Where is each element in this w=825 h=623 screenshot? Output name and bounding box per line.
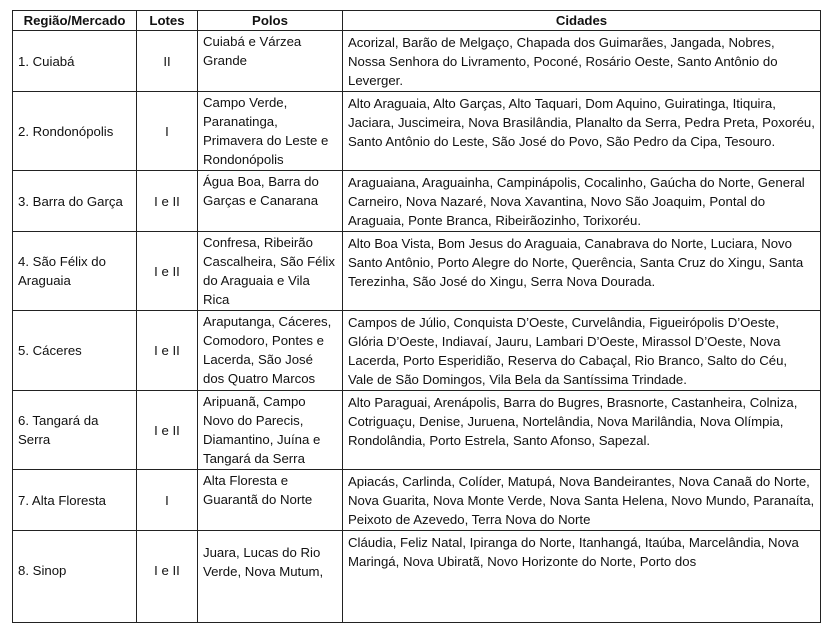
header-lotes: Lotes bbox=[137, 11, 198, 31]
cell-lotes: I e II bbox=[137, 531, 198, 623]
regions-table bbox=[12, 10, 821, 623]
cell-regiao: 6. Tangará da Serra bbox=[13, 391, 137, 470]
table-row bbox=[13, 232, 821, 311]
cell-polos: Cuiabá e Várzea Grande bbox=[198, 31, 343, 92]
cell-polos: Alta Floresta e Guarantã do Norte bbox=[198, 470, 343, 531]
cell-regiao: 5. Cáceres bbox=[13, 311, 137, 391]
cell-cidades: Apiacás, Carlinda, Colíder, Matupá, Nova Bandeirantes, Nova Canaã do Norte, Nova Guarita, Nova Monte Verde, Nova Santa Helena, Novo Mundo, Paranaíta, Peixoto de Azevedo, Terra Nova do Norte bbox=[343, 470, 821, 531]
cell-polos: Juara, Lucas do Rio Verde, Nova Mutum, bbox=[198, 531, 343, 623]
cell-polos: Aripuanã, Campo Novo do Parecis, Diamantino, Juína e Tangará da Serra bbox=[198, 391, 343, 470]
cell-cidades: Araguaiana, Araguainha, Campinápolis, Cocalinho, Gaúcha do Norte, General Carneiro, Nova Nazaré, Nova Xavantina, Novo São Joaquim, Pontal do Araguaia, Ponte Branca, Ribeirãozinho, Torixoréu. bbox=[343, 171, 821, 232]
table-row bbox=[13, 92, 821, 171]
cell-regiao: 7. Alta Floresta bbox=[13, 470, 137, 531]
table-row bbox=[13, 31, 821, 92]
cell-lotes: I e II bbox=[137, 232, 198, 311]
cell-regiao: 4. São Félix do Araguaia bbox=[13, 232, 137, 311]
cell-cidades: Alto Araguaia, Alto Garças, Alto Taquari, Dom Aquino, Guiratinga, Itiquira, Jaciara, Juscimeira, Nova Brasilândia, Planalto da Serra, Pedra Preta, Poxoréu, Santo Antônio do Leste, São José do Povo, São Pedro da Cipa, Tesouro. bbox=[343, 92, 821, 171]
table-header-row bbox=[13, 11, 821, 31]
table-row bbox=[13, 311, 821, 391]
cell-lotes: I e II bbox=[137, 391, 198, 470]
cell-lotes: I bbox=[137, 470, 198, 531]
cell-lotes: I e II bbox=[137, 311, 198, 391]
cell-polos: Araputanga, Cáceres, Comodoro, Pontes e Lacerda, São José dos Quatro Marcos bbox=[198, 311, 343, 391]
cell-regiao: 3. Barra do Garça bbox=[13, 171, 137, 232]
table-row bbox=[13, 171, 821, 232]
cell-cidades: Alto Boa Vista, Bom Jesus do Araguaia, Canabrava do Norte, Luciara, Novo Santo Antônio, Porto Alegre do Norte, Querência, Santa Cruz do Xingu, Santa Terezinha, São José do Xingu, Serra Nova Dourada. bbox=[343, 232, 821, 311]
cell-regiao: 2. Rondonópolis bbox=[13, 92, 137, 171]
table-row bbox=[13, 531, 821, 623]
cell-polos: Confresa, Ribeirão Cascalheira, São Félix do Araguaia e Vila Rica bbox=[198, 232, 343, 311]
header-polos: Polos bbox=[198, 11, 343, 31]
cell-polos: Água Boa, Barra do Garças e Canarana bbox=[198, 171, 343, 232]
header-cidades: Cidades bbox=[343, 11, 821, 31]
table-row bbox=[13, 470, 821, 531]
cell-cidades: Cláudia, Feliz Natal, Ipiranga do Norte, Itanhangá, Itaúba, Marcelândia, Nova Maringá, Nova Ubiratã, Novo Horizonte do Norte, Porto dos bbox=[343, 531, 821, 623]
cell-cidades: Alto Paraguai, Arenápolis, Barra do Bugres, Brasnorte, Castanheira, Colniza, Cotriguaçu, Denise, Juruena, Nortelândia, Nova Marilândia, Nova Olímpia, Rondolândia, Porto Estrela, Santo Afonso, Sapezal. bbox=[343, 391, 821, 470]
cell-regiao: 1. Cuiabá bbox=[13, 31, 137, 92]
cell-lotes: II bbox=[137, 31, 198, 92]
cell-cidades: Campos de Júlio, Conquista D’Oeste, Curvelândia, Figueirópolis D’Oeste, Glória D’Oeste, Indiavaí, Jauru, Lambari D’Oeste, Mirassol D’Oeste, Nova Lacerda, Porto Esperidião, Reserva do Cabaçal, Rio Branco, Salto do Céu, Vale de São Domingos, Vila Bela da Santíssima Trindade. bbox=[343, 311, 821, 391]
cell-lotes: I e II bbox=[137, 171, 198, 232]
cell-lotes: I bbox=[137, 92, 198, 171]
cell-polos: Campo Verde, Paranatinga, Primavera do Leste e Rondonópolis bbox=[198, 92, 343, 171]
table-row bbox=[13, 391, 821, 470]
cell-cidades: Acorizal, Barão de Melgaço, Chapada dos Guimarães, Jangada, Nobres, Nossa Senhora do Livramento, Poconé, Rosário Oeste, Santo Antônio do Leverger. bbox=[343, 31, 821, 92]
header-regiao: Região/Mercado bbox=[13, 11, 137, 31]
cell-regiao: 8. Sinop bbox=[13, 531, 137, 623]
